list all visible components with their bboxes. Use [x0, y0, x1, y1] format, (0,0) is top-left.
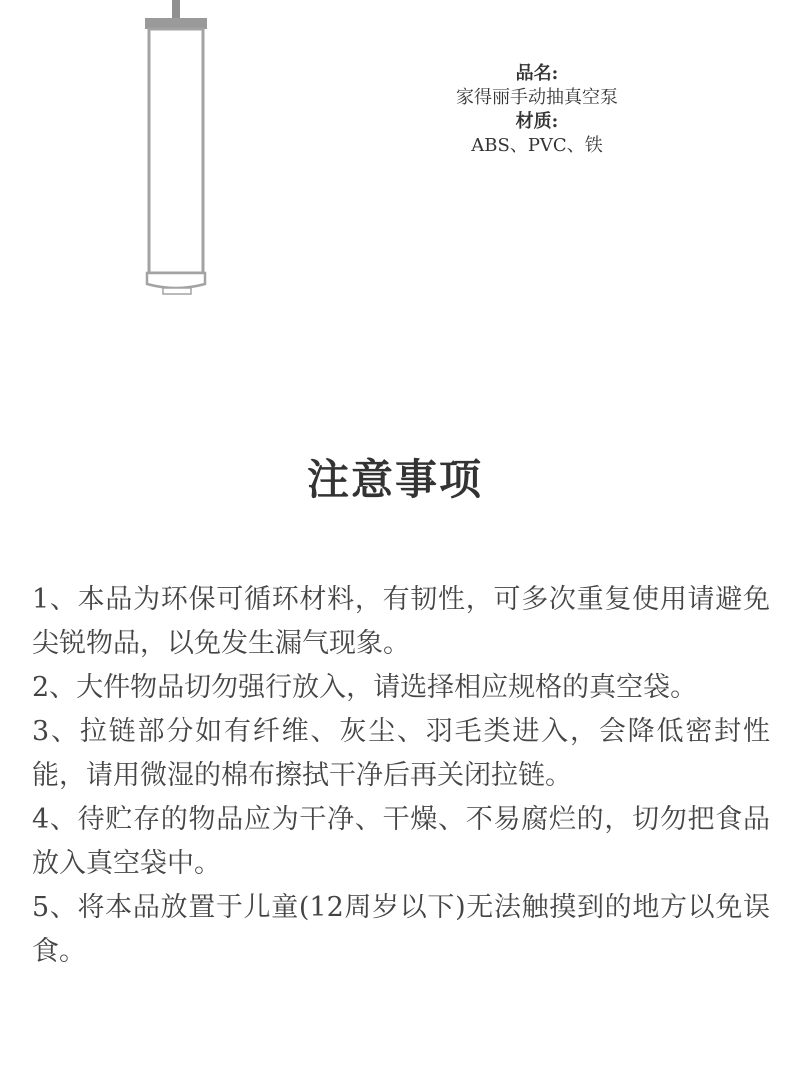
notice-list	[32, 578, 770, 974]
product-name-label: 品名:	[515, 63, 559, 84]
material-label: 材质:	[515, 111, 559, 132]
notice-title: 注意事项	[306, 455, 483, 504]
notice-item-1: 1、本品为环保可循环材料，有韧性，可多次重复使用请避免尖锐物品，以免发生漏气现象。	[32, 584, 770, 659]
product-info	[426, 62, 648, 158]
notice-item-5: 5、将本品放置于儿童(12周岁以下)无法触摸到的地方以免误食。	[32, 892, 770, 967]
product-name-value: 家得丽手动抽真空泵	[456, 87, 618, 108]
notice-item-2: 2、大件物品切勿强行放入，请选择相应规格的真空袋。	[32, 672, 698, 703]
notice-item-3: 3、拉链部分如有纤维、灰尘、羽毛类进入，会降低密封性能，请用微湿的棉布擦拭干净后再关闭拉链。	[32, 716, 770, 791]
pump-outline-icon	[142, 0, 212, 300]
notice-item-4: 4、待贮存的物品应为干净、干燥、不易腐烂的，切勿把食品放入真空袋中。	[32, 804, 770, 879]
material-value: ABS、PVC、铁	[471, 135, 603, 156]
vacuum-pump-illustration	[142, 0, 212, 300]
